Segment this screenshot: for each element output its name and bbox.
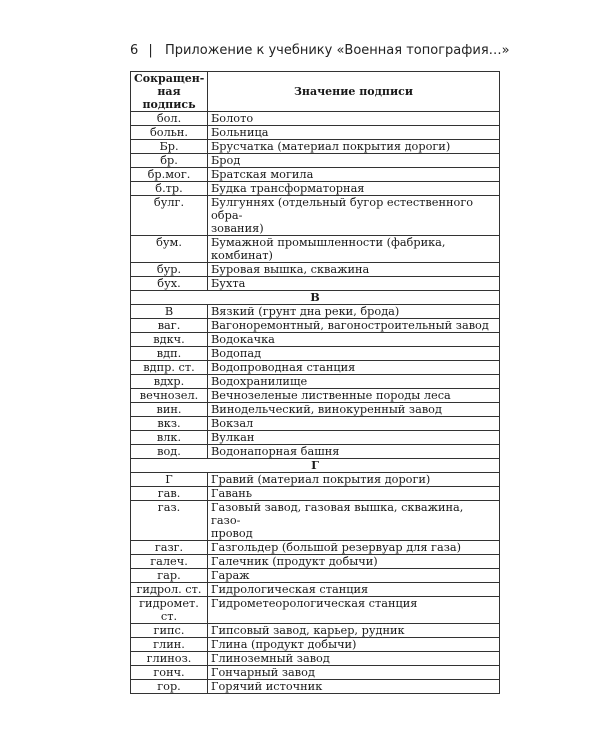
- meaning-cell: Вокзал: [208, 417, 500, 431]
- abbreviation-cell: гонч.: [131, 666, 208, 680]
- table-row: [131, 541, 500, 555]
- meaning-cell: Братская могила: [208, 168, 500, 182]
- table-row: [131, 417, 500, 431]
- meaning-cell: Гавань: [208, 487, 500, 501]
- meaning-cell: Болото: [208, 112, 500, 126]
- table-header-row: [131, 72, 500, 112]
- abbreviation-cell: гав.: [131, 487, 208, 501]
- meaning-cell: Гипсовый завод, карьер, рудник: [208, 624, 500, 638]
- meaning-cell: Будка трансформаторная: [208, 182, 500, 196]
- abbreviation-cell: вдпр. ст.: [131, 361, 208, 375]
- meaning-cell: Винодельческий, винокуренный завод: [208, 403, 500, 417]
- abbreviation-cell: гидрол. ст.: [131, 583, 208, 597]
- section-row: [131, 291, 500, 305]
- table-row: [131, 333, 500, 347]
- table-row: [131, 389, 500, 403]
- abbreviation-cell: гидромет. ст.: [131, 597, 208, 624]
- meaning-cell: Газовый завод, газовая вышка, скважина, газо- провод: [208, 501, 500, 541]
- abbreviation-cell: больн.: [131, 126, 208, 140]
- column-header-abbr-line1: Сокращен-: [134, 72, 205, 85]
- abbreviation-cell: вин.: [131, 403, 208, 417]
- abbreviation-cell: бр.мог.: [131, 168, 208, 182]
- meaning-cell: Буровая вышка, скважина: [208, 263, 500, 277]
- table-row: [131, 638, 500, 652]
- column-header-abbr: [131, 72, 208, 112]
- table-row: [131, 361, 500, 375]
- table-row: [131, 583, 500, 597]
- abbreviation-cell: вдп.: [131, 347, 208, 361]
- section-letter: Г: [131, 459, 500, 473]
- meaning-cell: Глиноземный завод: [208, 652, 500, 666]
- meaning-cell: Вечнозеленые лиственные породы леса: [208, 389, 500, 403]
- meaning-cell: Вязкий (грунт дна реки, брода): [208, 305, 500, 319]
- meaning-cell: Булгуннях (отдельный бугор естественного обра- зования): [208, 196, 500, 236]
- column-header-meaning: Значение подписи: [208, 72, 500, 112]
- table-row: [131, 196, 500, 236]
- meaning-cell: Брод: [208, 154, 500, 168]
- table-row: [131, 112, 500, 126]
- meaning-cell: Больница: [208, 126, 500, 140]
- meaning-cell: Гончарный завод: [208, 666, 500, 680]
- abbreviation-cell: глиноз.: [131, 652, 208, 666]
- abbreviation-cell: б.тр.: [131, 182, 208, 196]
- meaning-cell: Глина (продукт добычи): [208, 638, 500, 652]
- table-row: [131, 236, 500, 263]
- abbreviation-cell: гипс.: [131, 624, 208, 638]
- table-row: [131, 263, 500, 277]
- abbreviation-cell: В: [131, 305, 208, 319]
- meaning-cell: Гидрометеорологическая станция: [208, 597, 500, 624]
- table-row: [131, 555, 500, 569]
- meaning-cell: Брусчатка (материал покрытия дороги): [208, 140, 500, 154]
- meaning-cell: Гараж: [208, 569, 500, 583]
- abbreviation-cell: вкз.: [131, 417, 208, 431]
- table-row: [131, 319, 500, 333]
- abbreviation-cell: галеч.: [131, 555, 208, 569]
- header-separator: |: [148, 43, 153, 58]
- table-row: [131, 403, 500, 417]
- abbreviations-table: [130, 71, 500, 694]
- page-number: 6: [130, 43, 139, 58]
- table-row: [131, 666, 500, 680]
- abbreviation-cell: гар.: [131, 569, 208, 583]
- abbreviation-cell: Г: [131, 473, 208, 487]
- book-title: Приложение к учебнику «Военная топография…»: [164, 43, 510, 58]
- abbreviation-cell: вечнозел.: [131, 389, 208, 403]
- table-row: [131, 652, 500, 666]
- table-row: [131, 154, 500, 168]
- table-row: [131, 347, 500, 361]
- meaning-cell: Водохранилище: [208, 375, 500, 389]
- meaning-cell: Гравий (материал покрытия дороги): [208, 473, 500, 487]
- abbreviation-cell: ваг.: [131, 319, 208, 333]
- table-row: [131, 431, 500, 445]
- abbreviation-cell: булг.: [131, 196, 208, 236]
- table-row: [131, 305, 500, 319]
- abbreviation-cell: бум.: [131, 236, 208, 263]
- abbreviation-cell: Бр.: [131, 140, 208, 154]
- abbreviation-cell: бур.: [131, 263, 208, 277]
- abbreviation-cell: вдкч.: [131, 333, 208, 347]
- meaning-cell: Водонапорная башня: [208, 445, 500, 459]
- table-row: [131, 569, 500, 583]
- table-row: [131, 680, 500, 694]
- meaning-cell: Горячий источник: [208, 680, 500, 694]
- table-row: [131, 445, 500, 459]
- abbreviation-cell: влк.: [131, 431, 208, 445]
- abbreviation-cell: вдхр.: [131, 375, 208, 389]
- table-row: [131, 168, 500, 182]
- table-row: [131, 624, 500, 638]
- table-body: [131, 112, 500, 694]
- meaning-cell: Галечник (продукт добычи): [208, 555, 500, 569]
- table-row: [131, 126, 500, 140]
- table-row: [131, 473, 500, 487]
- abbreviation-cell: бух.: [131, 277, 208, 291]
- table-row: [131, 375, 500, 389]
- meaning-cell: Водопад: [208, 347, 500, 361]
- abbreviation-cell: глин.: [131, 638, 208, 652]
- section-row: [131, 459, 500, 473]
- abbreviation-cell: газг.: [131, 541, 208, 555]
- section-letter: В: [131, 291, 500, 305]
- meaning-cell: Водопроводная станция: [208, 361, 500, 375]
- table-row: [131, 182, 500, 196]
- meaning-cell: Бумажной промышленности (фабрика, комбинат): [208, 236, 500, 263]
- abbreviation-cell: вод.: [131, 445, 208, 459]
- abbreviation-cell: газ.: [131, 501, 208, 541]
- abbreviation-cell: бр.: [131, 154, 208, 168]
- abbreviation-cell: бол.: [131, 112, 208, 126]
- table-row: [131, 140, 500, 154]
- meaning-cell: Бухта: [208, 277, 500, 291]
- meaning-cell: Газгольдер (большой резервуар для газа): [208, 541, 500, 555]
- meaning-cell: Вулкан: [208, 431, 500, 445]
- meaning-cell: Водокачка: [208, 333, 500, 347]
- column-header-abbr-line2: ная подпись: [142, 85, 196, 111]
- running-header: [130, 43, 510, 58]
- abbreviation-cell: гор.: [131, 680, 208, 694]
- meaning-cell: Вагоноремонтный, вагоностроительный завод: [208, 319, 500, 333]
- table-row: [131, 277, 500, 291]
- table-row: [131, 487, 500, 501]
- table-row: [131, 501, 500, 541]
- meaning-cell: Гидрологическая станция: [208, 583, 500, 597]
- table-row: [131, 597, 500, 624]
